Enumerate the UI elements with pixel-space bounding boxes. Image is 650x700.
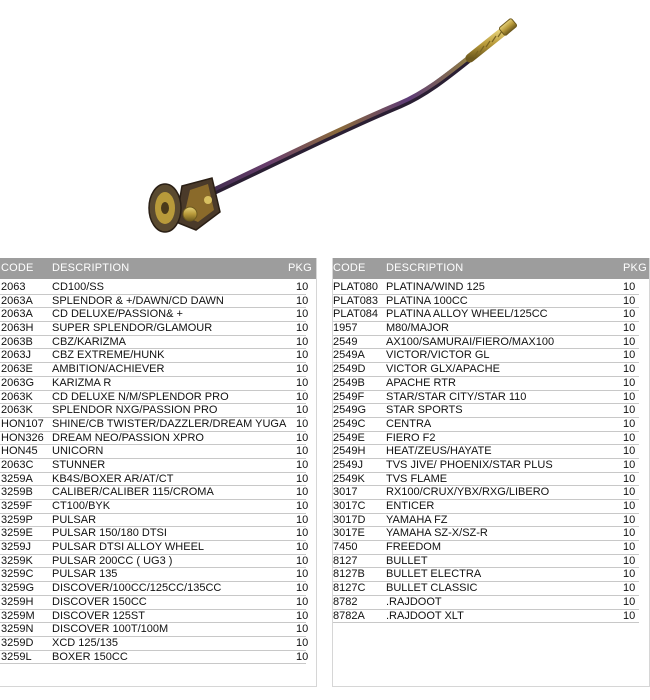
part-description: PULSAR bbox=[52, 513, 97, 526]
table-row bbox=[0, 349, 316, 363]
part-code: 3259F bbox=[1, 500, 33, 512]
part-pkg: 10 bbox=[296, 500, 309, 512]
table-row bbox=[333, 541, 649, 555]
part-description: BULLET bbox=[386, 554, 428, 567]
part-description: DISCOVER 150CC bbox=[52, 595, 147, 608]
part-description: STAR/STAR CITY/STAR 110 bbox=[386, 390, 527, 403]
part-description: BOXER 150CC bbox=[52, 650, 128, 663]
part-code: HON326 bbox=[1, 431, 44, 444]
part-pkg: 10 bbox=[296, 294, 309, 307]
table-row bbox=[333, 527, 649, 541]
part-code: 3259C bbox=[1, 568, 34, 581]
table-row bbox=[333, 418, 649, 432]
part-pkg: 10 bbox=[623, 417, 636, 430]
table-row bbox=[0, 541, 316, 555]
part-description: CBZ EXTREME/HUNK bbox=[52, 349, 165, 362]
part-description: VICTOR GLX/APACHE bbox=[386, 363, 500, 376]
part-pkg: 10 bbox=[296, 445, 309, 458]
part-pkg: 10 bbox=[623, 527, 636, 540]
table-row bbox=[333, 610, 649, 624]
part-description: PLATINA/WIND 125 bbox=[386, 281, 485, 293]
part-code: 3259M bbox=[1, 609, 35, 622]
part-pkg: 10 bbox=[296, 376, 309, 389]
part-code: 2549D bbox=[333, 363, 366, 376]
part-code: 2549B bbox=[333, 376, 365, 389]
part-pkg: 10 bbox=[296, 582, 309, 595]
part-pkg: 10 bbox=[623, 582, 636, 595]
table-row bbox=[333, 568, 649, 582]
part-code: 2063K bbox=[1, 404, 33, 417]
part-code: 2063A bbox=[1, 308, 33, 321]
part-code: 8782A bbox=[333, 609, 365, 622]
part-pkg: 10 bbox=[296, 541, 309, 554]
part-pkg: 10 bbox=[296, 417, 309, 430]
part-code: 3259G bbox=[1, 582, 35, 595]
table-row bbox=[333, 445, 649, 459]
part-pkg: 10 bbox=[623, 445, 636, 458]
table-row bbox=[0, 500, 316, 514]
part-pkg: 10 bbox=[296, 513, 309, 526]
part-code: 7450 bbox=[333, 541, 358, 554]
part-description: APACHE RTR bbox=[386, 376, 456, 389]
part-description: PULSAR DTSI ALLOY WHEEL bbox=[52, 541, 205, 554]
part-code: 3259A bbox=[1, 472, 33, 485]
table-row bbox=[0, 527, 316, 541]
table-row bbox=[333, 582, 649, 596]
part-pkg: 10 bbox=[296, 281, 309, 293]
part-code: 3259L bbox=[1, 650, 32, 663]
code-header: CODE bbox=[333, 262, 366, 274]
part-description: YAMAHA SZ-X/SZ-R bbox=[386, 527, 488, 540]
part-description: BULLET CLASSIC bbox=[386, 582, 478, 595]
part-pkg: 10 bbox=[623, 363, 636, 376]
part-code: 2063A bbox=[1, 294, 33, 307]
part-code: PLAT080 bbox=[333, 281, 379, 293]
part-description: SUPER SPLENDOR/GLAMOUR bbox=[52, 322, 213, 335]
part-description: AMBITION/ACHIEVER bbox=[52, 363, 165, 376]
part-description: HEAT/ZEUS/HAYATE bbox=[386, 445, 492, 458]
table-row bbox=[0, 610, 316, 624]
brake-rod-image bbox=[0, 0, 650, 250]
part-pkg: 10 bbox=[296, 486, 309, 499]
part-code: 3017E bbox=[333, 527, 365, 540]
part-pkg: 10 bbox=[296, 349, 309, 362]
part-description: CD100/SS bbox=[52, 281, 104, 293]
table-row bbox=[0, 281, 316, 295]
table-row bbox=[333, 308, 649, 322]
part-description: PULSAR 150/180 DTSI bbox=[52, 527, 167, 540]
part-pkg: 10 bbox=[296, 363, 309, 376]
part-pkg: 10 bbox=[296, 554, 309, 567]
part-code: 2063E bbox=[1, 363, 33, 376]
part-description: YAMAHA FZ bbox=[386, 513, 448, 526]
part-code: 2063 bbox=[1, 281, 26, 293]
part-code: 3259N bbox=[1, 623, 34, 636]
code-header: CODE bbox=[1, 262, 34, 274]
part-pkg: 10 bbox=[623, 376, 636, 389]
part-code: 3017 bbox=[333, 486, 358, 499]
part-description: TVS JIVE/ PHOENIX/STAR PLUS bbox=[386, 458, 553, 471]
pkg-header: PKG bbox=[623, 262, 647, 274]
part-pkg: 10 bbox=[623, 281, 636, 293]
part-code: 3017C bbox=[333, 500, 366, 512]
table-row bbox=[0, 432, 316, 446]
part-pkg: 10 bbox=[296, 322, 309, 335]
table-row bbox=[0, 459, 316, 473]
table-header bbox=[0, 258, 316, 279]
part-description: SPLENDOR NXG/PASSION PRO bbox=[52, 404, 218, 417]
part-code: 2549A bbox=[333, 349, 365, 362]
table-row bbox=[0, 418, 316, 432]
part-description: PULSAR 135 bbox=[52, 568, 118, 581]
part-pkg: 10 bbox=[296, 609, 309, 622]
part-pkg: 10 bbox=[296, 404, 309, 417]
part-code: 8127B bbox=[333, 568, 365, 581]
part-description: CALIBER/CALIBER 115/CROMA bbox=[52, 486, 214, 499]
table-row bbox=[0, 322, 316, 336]
table-row bbox=[333, 391, 649, 405]
table-row bbox=[0, 391, 316, 405]
clevis-end-icon bbox=[149, 178, 220, 232]
part-pkg: 10 bbox=[296, 527, 309, 540]
table-row bbox=[0, 363, 316, 377]
table-row bbox=[0, 473, 316, 487]
table-row bbox=[333, 486, 649, 500]
part-description: KB4S/BOXER AR/AT/CT bbox=[52, 472, 174, 485]
table-row bbox=[333, 500, 649, 514]
table-row bbox=[333, 295, 649, 309]
part-description: SPLENDOR & +/DAWN/CD DAWN bbox=[52, 294, 224, 307]
table-row bbox=[333, 349, 649, 363]
part-pkg: 10 bbox=[623, 431, 636, 444]
table-row bbox=[333, 459, 649, 473]
part-code: PLAT084 bbox=[333, 308, 379, 321]
part-code: 2549G bbox=[333, 404, 367, 417]
part-description: TVS FLAME bbox=[386, 472, 448, 485]
part-pkg: 10 bbox=[623, 486, 636, 499]
table-row bbox=[0, 596, 316, 610]
part-pkg: 10 bbox=[623, 390, 636, 403]
part-pkg: 10 bbox=[296, 623, 309, 636]
table-row bbox=[0, 377, 316, 391]
part-description: CBZ/KARIZMA bbox=[52, 335, 126, 348]
part-description: CENTRA bbox=[386, 417, 432, 430]
table-row bbox=[0, 623, 316, 637]
part-pkg: 10 bbox=[623, 472, 636, 485]
table-header bbox=[333, 258, 649, 279]
part-description: FREEDOM bbox=[386, 541, 441, 554]
part-code: 1957 bbox=[333, 322, 358, 335]
part-code: 2549K bbox=[333, 472, 365, 485]
part-description: .RAJDOOT XLT bbox=[386, 609, 464, 622]
part-pkg: 10 bbox=[623, 554, 636, 567]
table-row bbox=[333, 322, 649, 336]
description-header: DESCRIPTION bbox=[52, 262, 130, 274]
part-pkg: 10 bbox=[623, 322, 636, 335]
part-pkg: 10 bbox=[623, 294, 636, 307]
part-code: 2549E bbox=[333, 431, 365, 444]
part-description: PLATINA ALLOY WHEEL/125CC bbox=[386, 308, 548, 321]
part-code: 3259J bbox=[1, 541, 31, 554]
part-code: 3259K bbox=[1, 554, 33, 567]
part-pkg: 10 bbox=[623, 349, 636, 362]
part-description: STAR SPORTS bbox=[386, 404, 463, 417]
part-code: 2063H bbox=[1, 322, 34, 335]
pkg-header: PKG bbox=[288, 262, 312, 274]
part-code: 8127C bbox=[333, 582, 366, 595]
left-parts-table bbox=[0, 258, 317, 687]
table-row bbox=[0, 568, 316, 582]
table-row bbox=[333, 281, 649, 295]
part-pkg: 10 bbox=[623, 404, 636, 417]
part-pkg: 10 bbox=[296, 595, 309, 608]
part-description: ENTICER bbox=[386, 500, 435, 512]
part-code: 3259P bbox=[1, 513, 33, 526]
part-pkg: 10 bbox=[623, 458, 636, 471]
table-row bbox=[0, 514, 316, 528]
part-description: PULSAR 200CC ( UG3 ) bbox=[52, 554, 173, 567]
part-pkg: 10 bbox=[296, 458, 309, 471]
part-pkg: 10 bbox=[623, 568, 636, 581]
part-description: CD DELUXE N/M/SPLENDOR PRO bbox=[52, 390, 229, 403]
part-description: SHINE/CB TWISTER/DAZZLER/DREAM YUGA bbox=[52, 417, 287, 430]
part-code: 3017D bbox=[333, 513, 366, 526]
table-row bbox=[0, 336, 316, 350]
part-description: DISCOVER 125ST bbox=[52, 609, 145, 622]
part-code: PLAT083 bbox=[333, 294, 379, 307]
table-row bbox=[0, 308, 316, 322]
table-row bbox=[0, 637, 316, 651]
part-description: BULLET ELECTRA bbox=[386, 568, 482, 581]
part-description: XCD 125/135 bbox=[52, 636, 119, 649]
table-row bbox=[0, 555, 316, 569]
part-pkg: 10 bbox=[623, 513, 636, 526]
part-pkg: 10 bbox=[296, 390, 309, 403]
part-pkg: 10 bbox=[296, 308, 309, 321]
part-description: PLATINA 100CC bbox=[386, 294, 468, 307]
part-pkg: 10 bbox=[623, 500, 636, 512]
table-row bbox=[333, 555, 649, 569]
part-pkg: 10 bbox=[296, 568, 309, 581]
threaded-end-icon bbox=[470, 18, 517, 58]
part-pkg: 10 bbox=[623, 335, 636, 348]
table-row bbox=[0, 295, 316, 309]
part-code: 2549F bbox=[333, 390, 365, 403]
part-code: 2063G bbox=[1, 376, 35, 389]
part-description: KARIZMA R bbox=[52, 376, 112, 389]
part-code: HON107 bbox=[1, 417, 44, 430]
table-row bbox=[0, 486, 316, 500]
part-pkg: 10 bbox=[623, 609, 636, 622]
part-pkg: 10 bbox=[623, 308, 636, 321]
part-pkg: 10 bbox=[296, 650, 309, 663]
part-description: .RAJDOOT bbox=[386, 595, 442, 608]
part-code: 2063B bbox=[1, 335, 33, 348]
table-row bbox=[0, 404, 316, 418]
part-description: FIERO F2 bbox=[386, 431, 436, 444]
part-pkg: 10 bbox=[296, 431, 309, 444]
part-code: 2063J bbox=[1, 349, 31, 362]
table-row bbox=[0, 582, 316, 596]
part-description: RX100/CRUX/YBX/RXG/LIBERO bbox=[386, 486, 550, 499]
part-description: UNICORN bbox=[52, 445, 104, 458]
part-description: STUNNER bbox=[52, 458, 106, 471]
table-row bbox=[333, 377, 649, 391]
part-description: VICTOR/VICTOR GL bbox=[386, 349, 490, 362]
right-parts-table bbox=[332, 258, 650, 687]
part-code: 2549C bbox=[333, 417, 366, 430]
description-header: DESCRIPTION bbox=[386, 262, 464, 274]
part-description: DISCOVER/100CC/125CC/135CC bbox=[52, 582, 222, 595]
part-code: 3259H bbox=[1, 595, 34, 608]
part-code: 3259E bbox=[1, 527, 33, 540]
table-row bbox=[333, 404, 649, 418]
part-description: M80/MAJOR bbox=[386, 322, 449, 335]
table-row bbox=[333, 473, 649, 487]
table-row bbox=[333, 336, 649, 350]
part-pkg: 10 bbox=[623, 595, 636, 608]
part-code: 2549J bbox=[333, 458, 363, 471]
part-pkg: 10 bbox=[296, 636, 309, 649]
part-description: CD DELUXE/PASSION& + bbox=[52, 308, 183, 321]
table-row bbox=[0, 651, 316, 665]
part-code: 8127 bbox=[333, 554, 358, 567]
part-code: 2549 bbox=[333, 335, 358, 348]
part-code: 2063C bbox=[1, 458, 34, 471]
part-code: 3259D bbox=[1, 636, 34, 649]
part-code: 2549H bbox=[333, 445, 366, 458]
table-row bbox=[0, 445, 316, 459]
table-row bbox=[333, 432, 649, 446]
table-row bbox=[333, 596, 649, 610]
part-pkg: 10 bbox=[296, 335, 309, 348]
part-code: HON45 bbox=[1, 445, 38, 458]
part-pkg: 10 bbox=[296, 472, 309, 485]
part-description: DREAM NEO/PASSION XPRO bbox=[52, 431, 204, 444]
part-description: DISCOVER 100T/100M bbox=[52, 623, 169, 636]
part-description: AX100/SAMURAI/FIERO/MAX100 bbox=[386, 335, 555, 348]
part-code: 2063K bbox=[1, 390, 33, 403]
part-pkg: 10 bbox=[623, 541, 636, 554]
part-code: 8782 bbox=[333, 595, 358, 608]
part-description: CT100/BYK bbox=[52, 500, 111, 512]
part-code: 3259B bbox=[1, 486, 33, 499]
table-row bbox=[333, 514, 649, 528]
table-row bbox=[333, 363, 649, 377]
